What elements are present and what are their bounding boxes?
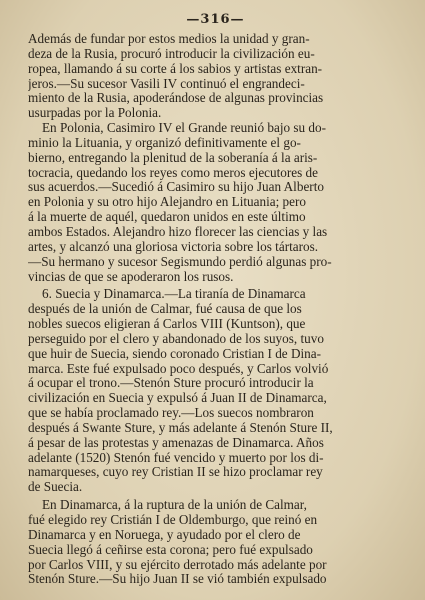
text-line: En Polonia, Casimiro IV el Grande reunió bajo su do- bbox=[42, 121, 326, 136]
text-line: por Carlos VIII, y su ejército derrotado más adelante por bbox=[28, 557, 327, 572]
text-line: vincias de que se apoderaron los rusos. bbox=[28, 269, 234, 284]
text-line: marca. Este fué expulsado poco después, y Carlos volvió bbox=[28, 361, 329, 376]
text-line: en Polonia y su otro hijo Alejandro en Lituania; pero bbox=[28, 195, 306, 210]
text-line: después á Swante Sture, y más adelante á Stenón Sture II, bbox=[28, 420, 333, 435]
text-line: después de la unión de Calmar, fué causa de que los bbox=[28, 302, 302, 317]
text-line: ambos Estados. Alejandro hizo florecer las ciencias y las bbox=[28, 224, 328, 239]
text-line: á ocupar el trono.—Stenón Sture procuró introducir la bbox=[28, 376, 314, 391]
text-line: adelante (1520) Stenón fué vencido y muerto por los di- bbox=[28, 450, 324, 465]
text-line: nobles suecos eligieran á Carlos VIII (Kuntson), que bbox=[28, 317, 306, 332]
text-line: ropea, llamando á su corte á los sabios y artistas extran- bbox=[28, 61, 323, 76]
text-line: que se había proclamado rey.—Los suecos nombraron bbox=[28, 406, 314, 421]
page-text-body bbox=[28, 32, 403, 587]
text-line: Stenón Sture.—Su hijo Juan II se vió también expulsado bbox=[28, 572, 327, 587]
text-line: usurpadas por la Polonia. bbox=[28, 106, 162, 121]
text-line: tocracia, quedando los reyes como meros ejecutores de bbox=[28, 165, 319, 180]
text-line: jeros.—Su sucesor Vasili IV continuó el engrandeci- bbox=[28, 76, 305, 91]
text-line: sus acuerdos.—Sucedió á Casimiro su hijo Juan Alberto bbox=[28, 180, 324, 195]
text-line: namarqueses, cuyo rey Cristian II se hizo proclamar rey bbox=[28, 465, 323, 480]
text-line: artes, y alcanzó una gloriosa victoria sobre los tártaros. bbox=[28, 239, 319, 254]
text-line: Dinamarca y en Noruega, y ayudado por el clero de bbox=[28, 527, 301, 542]
text-line: fué elegido rey Cristián I de Oldemburgo, que reinó en bbox=[28, 513, 318, 527]
text-line: á pesar de las protestas y amenazas de Dinamarca. Años bbox=[28, 435, 324, 450]
page-number: —316— bbox=[186, 12, 245, 27]
text-line: que huir de Suecia, siendo coronado Cristian I de Dina- bbox=[28, 346, 321, 361]
text-line: miento de la Rusia, apoderándose de algunas provincias bbox=[28, 91, 324, 106]
text-line: de Suecia. bbox=[28, 480, 83, 495]
text-line: civilización en Suecia y expulsó á Juan II de Dinamarca, bbox=[28, 391, 327, 406]
text-line: Además de fundar por estos medios la unidad y gran- bbox=[28, 32, 310, 46]
text-line: En Dinamarca, á la ruptura de la unión de Calmar, bbox=[42, 498, 307, 513]
text-line: minio la Lituania, y organizó definitivamente el go- bbox=[28, 135, 301, 150]
text-line: á la muerte de aquél, quedaron unidos en este último bbox=[28, 210, 306, 225]
text-line: Suecia llegó á ceñirse esta corona; pero fué expulsado bbox=[28, 542, 313, 557]
text-line: bierno, entregando la plenitud de la soberanía á la aris- bbox=[28, 150, 318, 165]
text-line: perseguido por el clero y abandonado de los suyos, tuvo bbox=[28, 331, 324, 346]
text-line: deza de la Rusia, procuró introducir la civilización eu- bbox=[28, 46, 315, 61]
text-line: 6. Suecia y Dinamarca.—La tiranía de Dinamarca bbox=[42, 287, 306, 302]
text-line: —Su hermano y sucesor Segismundo perdió algunas pro- bbox=[28, 254, 332, 269]
